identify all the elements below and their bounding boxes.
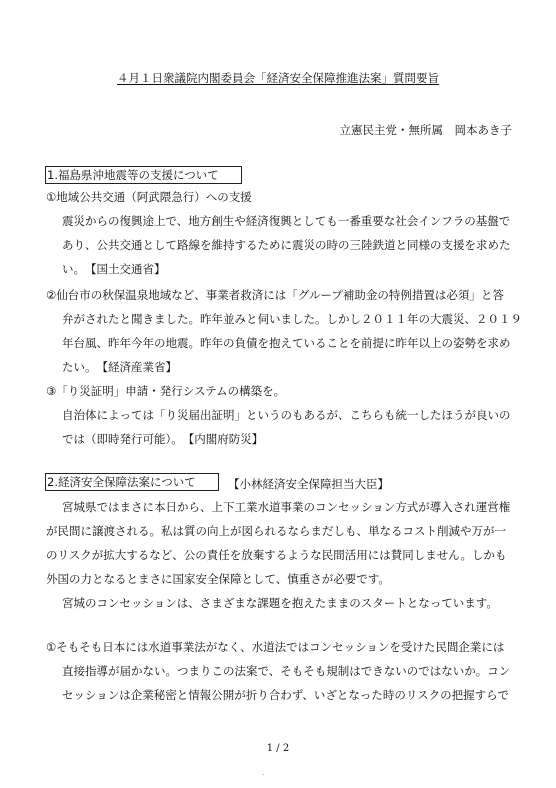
section1-item2-line: 年台風、昨年今年の地震。昨年の負債を抱えていることを前提に昨年以上の姿勢を求め <box>62 336 511 350</box>
section1-item3-line: 自治体によっては「り災届出証明」というのもあるが、こちらも統一したほうが良いの <box>62 408 511 422</box>
section2-paragraph-line: 宮城のコンセッションは、さまざまな課題を抱えたままのスタートとなっています。 <box>62 596 498 610</box>
author-line: 立憲民主党・無所属 岡本あき子 <box>339 123 512 137</box>
document-title: ４月１日衆議院内閣委員会「経済安全保障推進法案」質問要旨 <box>117 71 439 85</box>
section2-item1-line: 直接指導が届かない。つまりこの法案で、そもそも規制はできないのではないか。コン <box>62 664 511 678</box>
section1-item3-heading: ③「り災証明」申請・発行システムの構築を。 <box>46 384 286 398</box>
footer-mark: . <box>262 768 265 777</box>
section2-paragraph-line: が民間に譲渡される。私は質の向上が図られるならまだしも、単なるコスト削減や万が一 <box>46 524 506 538</box>
section1-item1-line: あり、公共交通として路線を維持するために震災の時の三陸鉄道と同様の支援を求めた <box>62 238 511 252</box>
section2-item1-line: セッションは企業秘密と情報公開が折り合わず、いざとなった時のリスクの把握すらで <box>62 688 510 702</box>
section1-item2-line: ②仙台市の秋保温泉地域など、事業者救済には「グループ補助金の特例措置は必須」と答 <box>46 288 504 302</box>
section1-heading: 1.福島県沖地震等の支援について <box>45 166 242 184</box>
section1-item2-line: たい。 【経済産業省】 <box>62 360 177 374</box>
section1-item3-line: では（即時発行可能）。 【内閣府防災】 <box>62 432 264 446</box>
section2-heading: 2.経済安全保障法案について <box>45 473 219 491</box>
section1-item2-line: 弁がされたと聞きました。昨年並みと伺いました。しかし２０１１年の大震災、２０１９ <box>62 312 522 326</box>
section2-paragraph-line: 外国の力となるとまさに国家安全保障として、慎重さが必要です。 <box>46 572 390 586</box>
section1-item1-line: 震災からの復興途上で、地方創生や経済復興としても一番重要な社会インフラの基盤で <box>62 214 511 228</box>
section2-paragraph-line: 宮城県ではまさに本日から、上下工業水道事業のコンセッション方式が導入され運営権 <box>62 500 511 514</box>
section2-paragraph-line: のリスクが拡大するなど、公の責任を放棄するような民間活用には賛同しません。しかも <box>46 548 507 562</box>
section2-minister: 【小林経済安全保障担当大臣】 <box>228 477 389 491</box>
section1-item1-line: い。 【国土交通省】 <box>62 262 166 276</box>
page-number: 1 / 2 <box>266 743 290 754</box>
section2-item1-line: ①そもそも日本には水道事業法がなく、水道法ではコンセッションを受けた民間企業には <box>46 640 505 654</box>
section1-item1-heading: ①地域公共交通（阿武隈急行）への支援 <box>46 190 252 204</box>
